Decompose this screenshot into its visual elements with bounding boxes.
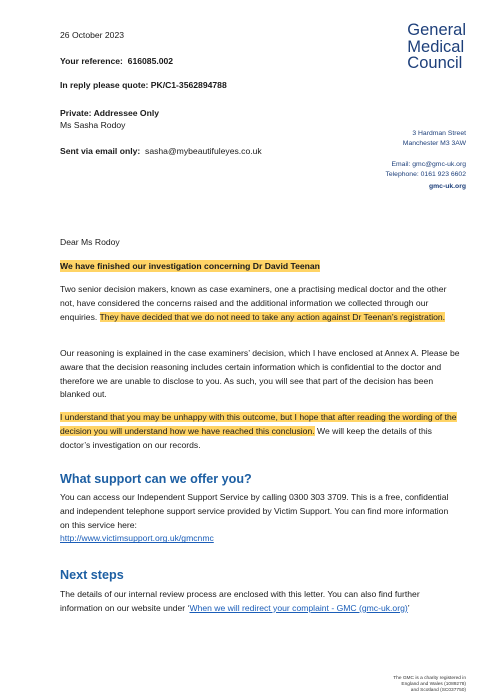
footer-line-2: England and Wales (1089278) — [401, 682, 466, 687]
next-steps-paragraph — [60, 588, 460, 616]
victim-support-link[interactable]: http://www.victimsupport.org.uk/gmcnmc — [60, 533, 214, 544]
email-sent-label: Sent via email only: — [60, 146, 141, 156]
footer-line-3: and Scotland (SC037750) — [410, 688, 466, 693]
reference-line — [60, 56, 173, 67]
greeting: Dear Ms Rodoy — [60, 237, 120, 247]
paragraph-1-highlight: They have decided that we do not need to take any action against Dr Teenan’s registration. — [99, 311, 446, 322]
headline-text: We have finished our investigation concerning Dr David Teenan — [60, 261, 320, 271]
privacy-notice: Private: Addressee Only — [60, 108, 160, 118]
support-text: You can access our Independent Support Service by calling 0300 303 3709. This is a free, confidential and independent telephone support service provided by Victim Support. You can find more information on this service here: — [60, 492, 449, 530]
footer-line-1: The GMC is a charity registered in — [393, 676, 466, 681]
paragraph-2: Our reasoning is explained in the case examiners’ decision, which I have enclosed at Annex A. Please be aware that the decision reasoning includes certain information which is confidential to the doctor and therefore we are unable to disclose to you. As such, you will see that part of the decision has been blanked out. — [60, 348, 460, 400]
reference-label: Your reference: — [60, 56, 123, 66]
headline — [60, 260, 460, 274]
charity-footer — [393, 676, 466, 694]
support-paragraph — [60, 491, 460, 546]
contact-telephone: Telephone: 0161 923 6602 — [385, 170, 466, 178]
paragraph-3 — [60, 411, 460, 452]
reference-value: 616085.002 — [127, 56, 174, 66]
support-heading: What support can we offer you? — [60, 472, 252, 486]
paragraph-1-text: Two senior decision makers, known as case examiners, one a practising medical doctor and the other not, have considered the concerns raised and the additional information we collected through our enquiries. — [60, 284, 447, 322]
logo-line-3: Council — [407, 54, 463, 72]
paragraph-3-text: We will keep the details of this doctor’s investigation on our records. — [60, 425, 432, 450]
logo-line-1: General — [407, 21, 466, 39]
email-sent-line — [60, 146, 262, 157]
gmc-contact — [385, 160, 466, 179]
contact-email: Email: gmc@gmc-uk.org — [391, 161, 466, 168]
gmc-website: gmc-uk.org — [428, 183, 466, 190]
gmc-logo — [407, 22, 466, 72]
next-steps-heading: Next steps — [60, 568, 124, 582]
recipient-name: Ms Sasha Rodoy — [60, 120, 126, 130]
gmc-address — [403, 129, 466, 148]
email-sent-value: sasha@mybeautifuleyes.co.uk — [145, 146, 262, 156]
paragraph-1 — [60, 283, 460, 324]
next-steps-suffix: ’ — [407, 602, 410, 613]
reply-line — [60, 80, 227, 91]
redirect-complaint-link[interactable]: When we will redirect your complaint - GMC (gmc-uk.org) — [189, 602, 408, 613]
reply-label: In reply please quote: — [60, 80, 149, 90]
address-city: Manchester M3 3AW — [402, 139, 466, 147]
paragraph-3-highlight: I understand that you may be unhappy with this outcome, but I hope that after reading the wording of the decision you will understand how we have reached this conclusion. — [60, 412, 457, 436]
address-street: 3 Hardman Street — [412, 130, 466, 137]
reply-value: PK/C1-3562894788 — [150, 80, 227, 90]
letter-date: 26 October 2023 — [60, 30, 125, 40]
next-steps-text: The details of our internal review process are enclosed with this letter. You can also find further information on our website under ‘ — [60, 589, 420, 613]
logo-line-2: Medical — [407, 37, 465, 56]
